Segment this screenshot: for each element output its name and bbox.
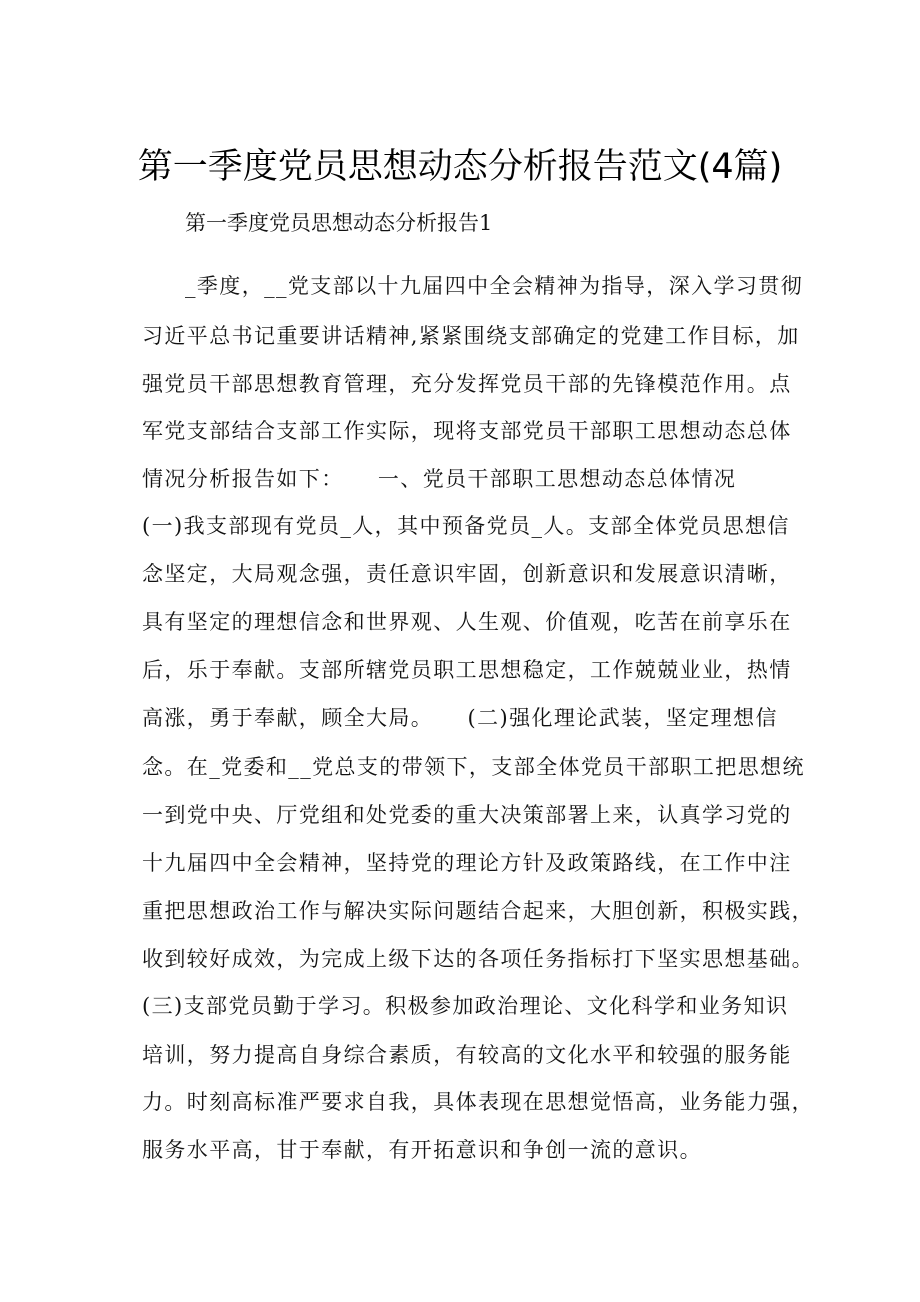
paragraph-line: (三)支部党员勤于学习。积极参加政治理论、文化科学和业务知识 xyxy=(142,994,789,1018)
paragraph-line: 重把思想政治工作与解决实际问题结合起来，大胆创新，积极实践， xyxy=(142,899,814,923)
paragraph-line: 服务水平高，甘于奉献，有开拓意识和争创一流的意识。 xyxy=(142,1138,702,1162)
paragraph-line: 高涨，勇于奉献，顾全大局。 (二)强化理论武装，坚定理想信 xyxy=(142,706,778,730)
paragraph-line: _季度，__党支部以十九届四中全会精神为指导，深入学习贯彻 xyxy=(185,274,804,298)
paragraph-line: 一到党中央、厅党组和处党委的重大决策部署上来，认真学习党的 xyxy=(142,803,792,827)
paragraph-line: 情况分析报告如下： 一、党员干部职工思想动态总体情况 xyxy=(142,467,737,491)
document-title: 第一季度党员思想动态分析报告范文(4篇) xyxy=(137,147,783,187)
paragraph-line: 培训，努力提高自身综合素质，有较高的文化水平和较强的服务能 xyxy=(142,1043,792,1067)
paragraph-line: 军党支部结合支部工作实际，现将支部党员干部职工思想动态总体 xyxy=(142,419,792,443)
paragraph-line: 强党员干部思想教育管理，充分发挥党员干部的先锋模范作用。点 xyxy=(142,372,792,396)
paragraph-line: 力。时刻高标准严要求自我，具体表现在思想觉悟高，业务能力强， xyxy=(142,1090,814,1114)
document-subtitle: 第一季度党员思想动态分析报告1 xyxy=(185,211,493,235)
paragraph-line: 十九届四中全会精神，坚持党的理论方针及政策路线，在工作中注 xyxy=(142,851,792,875)
paragraph-line: 念坚定，大局观念强，责任意识牢固，创新意识和发展意识清晰， xyxy=(142,562,792,586)
paragraph-line: 后，乐于奉献。支部所辖党员职工思想稳定，工作兢兢业业，热情 xyxy=(142,658,792,682)
paragraph-line: (一)我支部现有党员_人，其中预备党员_人。支部全体党员思想信 xyxy=(142,514,790,538)
paragraph-line: 具有坚定的理想信念和世界观、人生观、价值观，吃苦在前享乐在 xyxy=(142,610,792,634)
paragraph-line: 收到较好成效，为完成上级下达的各项任务指标打下坚实思想基础。 xyxy=(142,947,814,971)
paragraph-line: 念。在_党委和__党总支的带领下，支部全体党员干部职工把思想统 xyxy=(142,755,805,779)
paragraph-line: 习近平总书记重要讲话精神,紧紧围绕支部确定的党建工作目标，加 xyxy=(142,324,800,348)
